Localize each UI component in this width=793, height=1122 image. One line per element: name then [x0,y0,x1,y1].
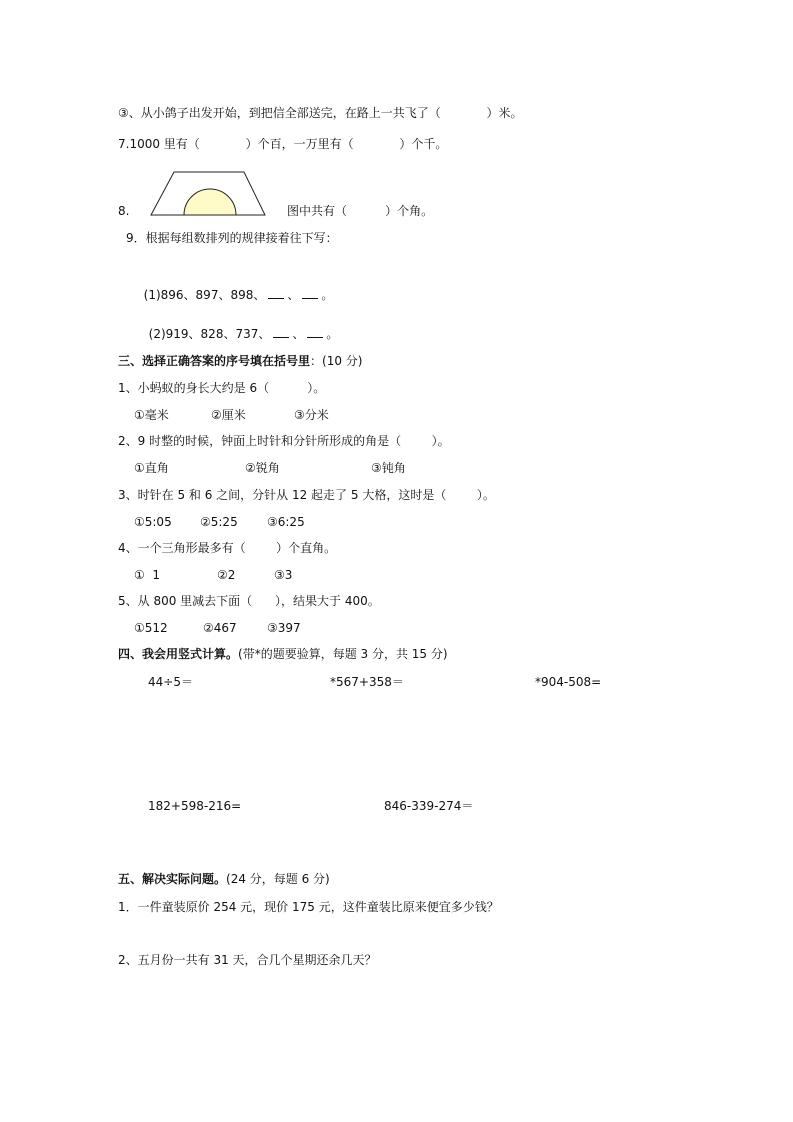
q3-option-1: ①5:05 [134,515,172,529]
q5-option-3: ③397 [267,621,301,635]
answer-blank[interactable] [268,288,284,299]
question-9-2 [141,310,338,342]
q5-option-2: ②467 [203,621,237,635]
q3-option-2: ②5:25 [200,515,238,529]
calc-problem-1: 44÷5＝ [148,675,193,689]
question-6-3: ③、从小鸽子出发开始，到把信全部送完，在路上一共飞了（ ）米。 [118,106,523,120]
answer-blank[interactable] [273,327,289,338]
section-3-q4: 4、一个三角形最多有（ ）个直角。 [118,541,337,555]
question-9-title: 9．根据每组数排列的规律接着往下写： [126,231,338,245]
q1-option-2: ②厘米 [211,408,246,422]
calc-problem-3: *904-508= [535,675,602,689]
sequence-2-prefix: (2)919、828、737、 [148,327,271,341]
section-5-score: (24 分，每题 6 分) [226,872,330,886]
q4-option-3: ③3 [274,568,293,582]
q1-option-3: ③分米 [294,408,329,422]
q2-option-3: ③钝角 [371,461,406,475]
section-4-heading [118,646,448,662]
question-8-text: 图中共有（ ）个角。 [287,204,434,218]
section-5-title: 五、解决实际问题。 [118,872,227,886]
section-4-score: (带*的题要验算，每题 3 分，共 15 分) [238,647,448,661]
trapezoid-semicircle-figure [148,170,270,218]
q1-option-1: ①毫米 [134,408,169,422]
section-5-heading [118,871,330,887]
section-5-q2: 2、五月份一共有 31 天，合几个星期还余几天？ [118,953,377,967]
q4-option-1: ① 1 [134,568,161,582]
section-5-q1: 1．一件童装原价 254 元，现价 175 元，这件童装比原来便宜多少钱？ [118,900,499,914]
section-3-score: ：(10 分) [310,354,363,368]
q5-option-1: ①512 [134,621,168,635]
section-3-q2: 2、9 时整的时候，钟面上时针和分针所形成的角是（ ）。 [118,434,450,448]
q4-option-2: ②2 [217,568,236,582]
separator: 、 [292,327,305,341]
calc-problem-2: *567+358＝ [330,675,404,689]
period: 。 [326,327,339,341]
period: 。 [321,288,334,302]
question-7: 7.1000 里有（ ）个百，一万里有（ ）个千。 [118,137,448,151]
section-4-title: 四、我会用竖式计算。 [118,647,239,661]
answer-blank[interactable] [302,288,318,299]
separator: 、 [287,288,300,302]
answer-blank[interactable] [307,327,323,338]
semicircle-shape [184,189,236,215]
q3-option-3: ③6:25 [267,515,305,529]
q2-option-2: ②锐角 [245,461,280,475]
section-3-q5: 5、从 800 里减去下面（ ），结果大于 400。 [118,594,380,608]
calc-problem-4: 182+598-216= [148,799,242,813]
section-3-heading [118,353,362,369]
section-3-q1: 1、小蚂蚁的身长大约是 6（ ）。 [118,381,326,395]
question-9-1 [136,271,333,303]
q2-option-1: ①直角 [134,461,169,475]
question-8-number: 8. [118,204,130,218]
section-3-title: 三、选择正确答案的序号填在括号里 [118,354,311,368]
calc-problem-5: 846-339-274＝ [384,799,474,813]
section-3-q3: 3、时针在 5 和 6 之间，分针从 12 起走了 5 大格，这时是（ ）。 [118,488,495,502]
sequence-1-prefix: (1)896、897、898、 [143,288,266,302]
